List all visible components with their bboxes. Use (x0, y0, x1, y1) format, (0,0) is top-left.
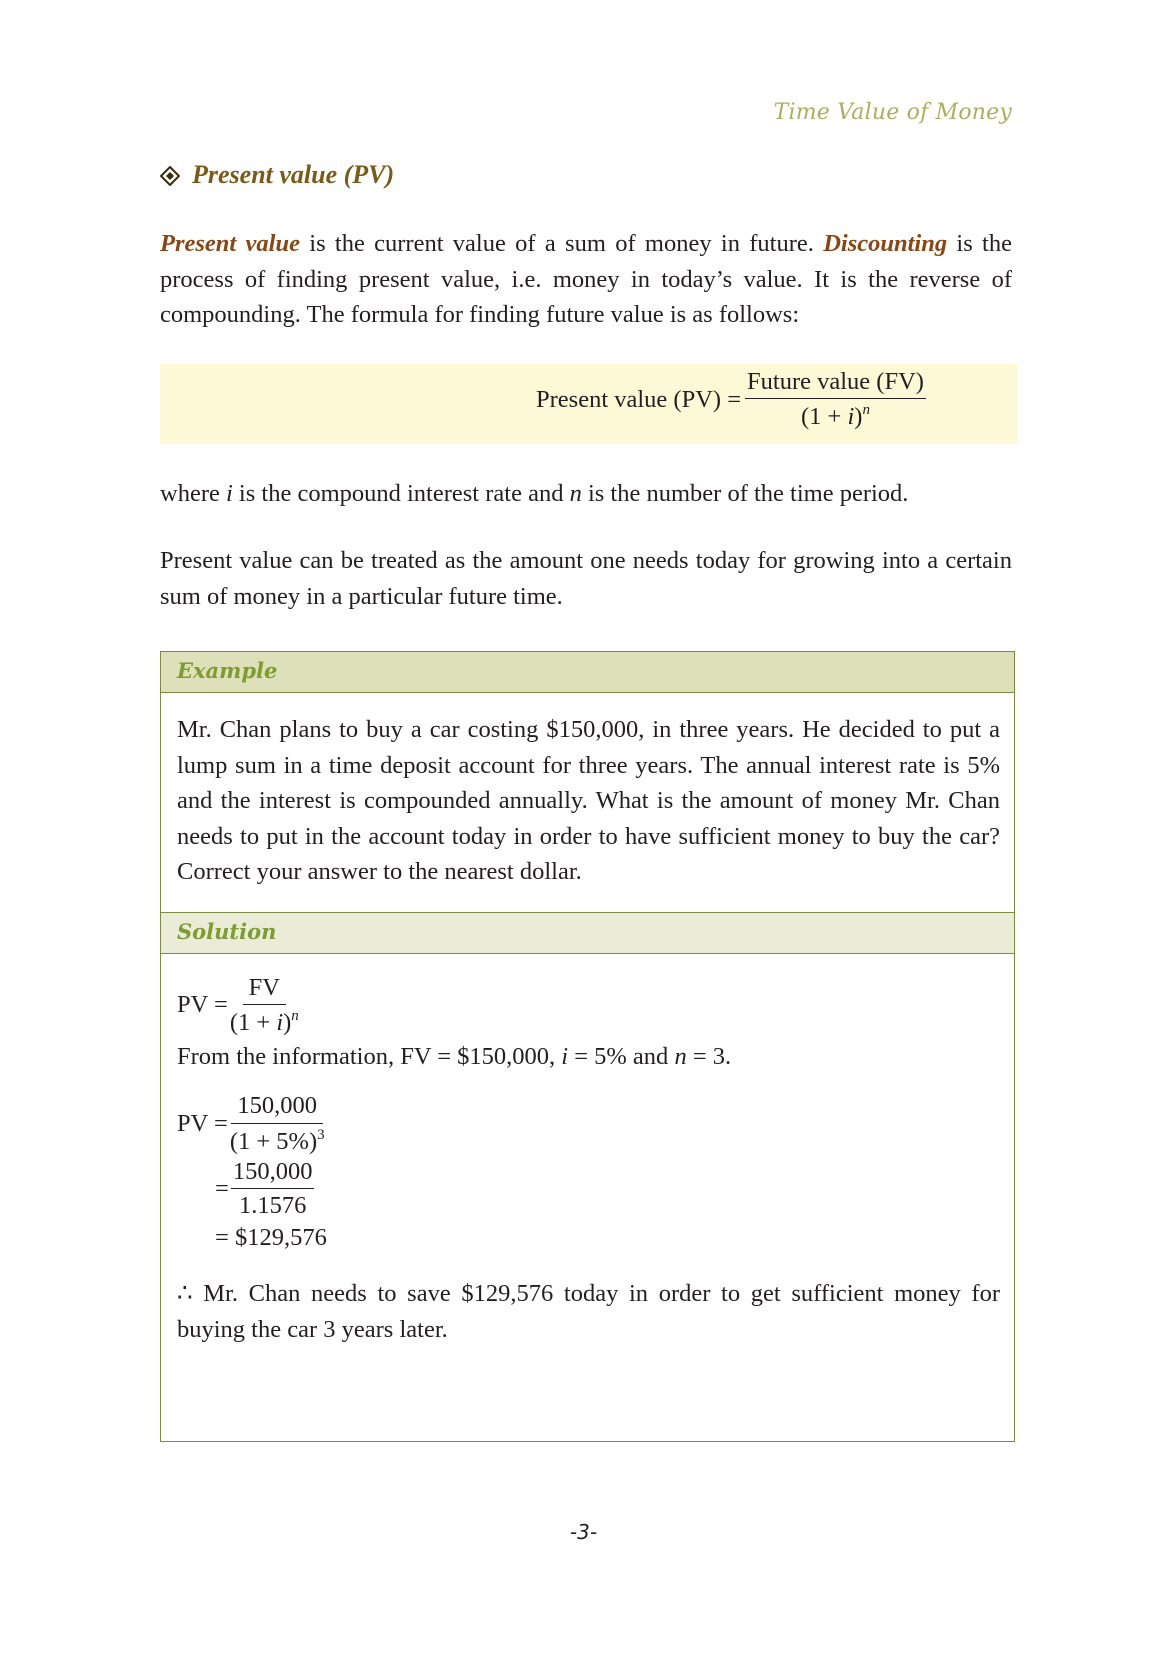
formula-denominator: $(1 + i)^n$ (800, 402, 870, 431)
example-heading: Example (161, 652, 1014, 693)
solution-body (161, 954, 1014, 1348)
section-title-text: Present value (PV) (192, 160, 395, 189)
solution-step-2: = $\frac{150,000}{1.1576}$ (215, 1157, 313, 1219)
formula-fraction (745, 368, 926, 431)
formula-numerator: Future value (FV) (745, 368, 926, 399)
intro-paragraph (160, 226, 1012, 333)
section-title (160, 160, 394, 190)
example-text: Mr. Chan plans to buy a car costing $150,000, in three years. He decided to put a lump sum in a time deposit account for three years. The annual interest rate is 5% and the interest is compounded annually. What is the amount of money Mr. Chan needs to put in the account today in order to have sufficient money to buy the car? Correct your answer to the nearest dollar. (177, 716, 1000, 885)
formula-lhs: Present value (PV) = (536, 385, 742, 413)
intro-text-2: is the process of finding present value, i.e. money in today’s value. It is the reverse of compounding. The formula for finding future value is as follows: (160, 230, 1012, 328)
pv-note-paragraph: Present value can be treated as the amount one needs today for growing into a certain sum of money in a particular future time. (160, 547, 1012, 610)
running-head: Time Value of Money (773, 100, 1012, 125)
where-paragraph: where i is the compound interest rate and n is the number of the time period. (160, 480, 909, 507)
diamond-bullet-icon (160, 166, 178, 184)
term-discounting: Discounting (823, 230, 948, 257)
pv-formula (536, 368, 926, 431)
solution-heading: Solution (161, 913, 1014, 954)
solution-formula: PV = $\frac{FV}{(1 + i)^n}$ (177, 973, 299, 1036)
intro-text-1: is the current value of a sum of money in future. (299, 230, 824, 257)
formula-box (160, 364, 1017, 444)
solution-step-3: = $129,576 (215, 1224, 327, 1252)
term-present-value: Present value (160, 230, 300, 257)
page-number: -3- (569, 1520, 598, 1544)
solution-info: From the information, FV = $150,000, i = 5% and n = 3. (177, 1042, 732, 1070)
example-box (160, 651, 1015, 1442)
solution-step-1: PV = $\frac{150,000}{(1 + 5\%)^3}$ (177, 1092, 325, 1155)
example-body (161, 693, 1014, 913)
solution-conclusion: ∴ Mr. Chan needs to save $129,576 today in order to get sufficient money for buying the car 3 years later. (177, 1280, 1000, 1343)
